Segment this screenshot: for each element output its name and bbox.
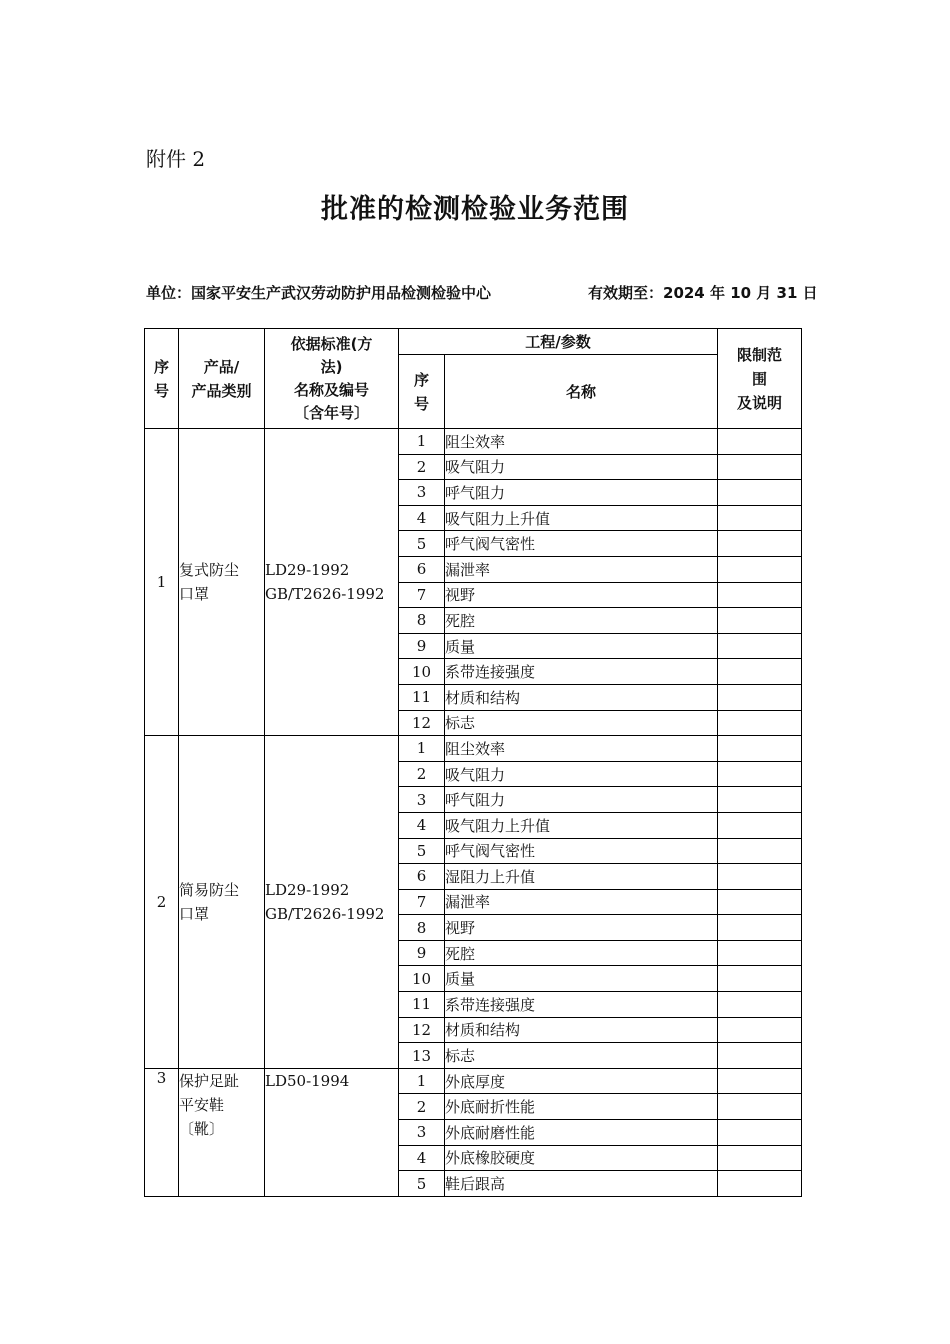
limit-cell bbox=[718, 1043, 802, 1069]
limit-cell bbox=[718, 838, 802, 864]
param-name: 系带连接强度 bbox=[445, 992, 718, 1018]
param-name: 系带连接强度 bbox=[445, 659, 718, 685]
group-product: 简易防尘 口罩 bbox=[179, 736, 265, 1069]
limit-cell bbox=[718, 787, 802, 813]
param-seq: 1 bbox=[399, 1068, 445, 1094]
table-row bbox=[145, 429, 802, 455]
param-seq: 2 bbox=[399, 1094, 445, 1120]
param-name: 吸气阻力 bbox=[445, 454, 718, 480]
param-name: 漏泄率 bbox=[445, 889, 718, 915]
validity-line: 有效期至：2024 年 10 月 31 日 bbox=[588, 284, 818, 302]
limit-cell bbox=[718, 556, 802, 582]
limit-cell bbox=[718, 1017, 802, 1043]
param-name: 呼气阀气密性 bbox=[445, 838, 718, 864]
param-seq: 5 bbox=[399, 1171, 445, 1197]
param-name: 鞋后跟高 bbox=[445, 1171, 718, 1197]
limit-cell bbox=[718, 505, 802, 531]
param-seq: 6 bbox=[399, 864, 445, 890]
param-name: 材质和结构 bbox=[445, 1017, 718, 1043]
param-name: 呼气阀气密性 bbox=[445, 531, 718, 557]
limit-cell bbox=[718, 915, 802, 941]
param-seq: 7 bbox=[399, 889, 445, 915]
group-standard: LD29-1992 GB/T2626-1992 bbox=[265, 736, 399, 1069]
limit-cell bbox=[718, 633, 802, 659]
param-name: 视野 bbox=[445, 915, 718, 941]
param-seq: 8 bbox=[399, 915, 445, 941]
limit-cell bbox=[718, 889, 802, 915]
group-standard: LD50-1994 bbox=[265, 1068, 399, 1196]
param-seq: 2 bbox=[399, 761, 445, 787]
param-name: 呼气阻力 bbox=[445, 787, 718, 813]
param-name: 死腔 bbox=[445, 608, 718, 634]
param-seq: 7 bbox=[399, 582, 445, 608]
limit-cell bbox=[718, 659, 802, 685]
param-name: 漏泄率 bbox=[445, 556, 718, 582]
param-name: 质量 bbox=[445, 966, 718, 992]
param-name: 标志 bbox=[445, 710, 718, 736]
limit-cell bbox=[718, 966, 802, 992]
param-name: 吸气阻力 bbox=[445, 761, 718, 787]
param-seq: 5 bbox=[399, 531, 445, 557]
limit-cell bbox=[718, 1068, 802, 1094]
param-seq: 9 bbox=[399, 940, 445, 966]
unit-line: 单位：国家平安生产武汉劳动防护用品检测检验中心 bbox=[146, 284, 492, 302]
param-seq: 13 bbox=[399, 1043, 445, 1069]
limit-cell bbox=[718, 1145, 802, 1171]
limit-cell bbox=[718, 684, 802, 710]
limit-cell bbox=[718, 608, 802, 634]
param-name: 外底耐折性能 bbox=[445, 1094, 718, 1120]
param-seq: 6 bbox=[399, 556, 445, 582]
header-limit: 限制范 围 及说明 bbox=[718, 329, 802, 429]
header-product: 产品/ 产品类别 bbox=[179, 329, 265, 429]
param-seq: 1 bbox=[399, 429, 445, 455]
group-seq: 1 bbox=[145, 429, 179, 736]
param-seq: 9 bbox=[399, 633, 445, 659]
param-name: 视野 bbox=[445, 582, 718, 608]
limit-cell bbox=[718, 812, 802, 838]
param-seq: 5 bbox=[399, 838, 445, 864]
group-product: 复式防尘 口罩 bbox=[179, 429, 265, 736]
limit-cell bbox=[718, 454, 802, 480]
limit-cell bbox=[718, 736, 802, 762]
limit-cell bbox=[718, 940, 802, 966]
limit-cell bbox=[718, 710, 802, 736]
header-param-seq: 序 号 bbox=[399, 355, 445, 429]
limit-cell bbox=[718, 992, 802, 1018]
limit-cell bbox=[718, 582, 802, 608]
param-name: 吸气阻力上升值 bbox=[445, 505, 718, 531]
header-seq: 序 号 bbox=[145, 329, 179, 429]
table-row bbox=[145, 1068, 802, 1094]
param-name: 质量 bbox=[445, 633, 718, 659]
param-seq: 3 bbox=[399, 480, 445, 506]
param-seq: 4 bbox=[399, 505, 445, 531]
scope-table bbox=[144, 328, 802, 1197]
header-param-name: 名称 bbox=[445, 355, 718, 429]
param-name: 呼气阻力 bbox=[445, 480, 718, 506]
group-seq: 3 bbox=[145, 1068, 179, 1196]
param-name: 材质和结构 bbox=[445, 684, 718, 710]
header-standard: 依据标准(方 法) 名称及编号 〔含年号〕 bbox=[265, 329, 399, 429]
param-name: 外底橡胶硬度 bbox=[445, 1145, 718, 1171]
param-seq: 10 bbox=[399, 966, 445, 992]
param-name: 阻尘效率 bbox=[445, 736, 718, 762]
limit-cell bbox=[718, 1094, 802, 1120]
limit-cell bbox=[718, 480, 802, 506]
group-seq: 2 bbox=[145, 736, 179, 1069]
document-title: 批准的检测检验业务范围 bbox=[321, 194, 629, 225]
group-product: 保护足趾 平安鞋 〔靴〕 bbox=[179, 1068, 265, 1196]
param-seq: 4 bbox=[399, 812, 445, 838]
table-body bbox=[145, 429, 802, 1197]
param-seq: 1 bbox=[399, 736, 445, 762]
param-name: 外底耐磨性能 bbox=[445, 1120, 718, 1146]
limit-cell bbox=[718, 761, 802, 787]
limit-cell bbox=[718, 531, 802, 557]
param-seq: 12 bbox=[399, 710, 445, 736]
param-name: 阻尘效率 bbox=[445, 429, 718, 455]
param-seq: 12 bbox=[399, 1017, 445, 1043]
param-seq: 4 bbox=[399, 1145, 445, 1171]
group-standard: LD29-1992 GB/T2626-1992 bbox=[265, 429, 399, 736]
param-seq: 2 bbox=[399, 454, 445, 480]
param-name: 湿阻力上升值 bbox=[445, 864, 718, 890]
attachment-label: 附件 2 bbox=[146, 147, 206, 171]
limit-cell bbox=[718, 1120, 802, 1146]
table-header bbox=[145, 329, 802, 429]
limit-cell bbox=[718, 864, 802, 890]
table-row bbox=[145, 736, 802, 762]
param-seq: 3 bbox=[399, 1120, 445, 1146]
limit-cell bbox=[718, 429, 802, 455]
param-seq: 11 bbox=[399, 684, 445, 710]
header-param-group: 工程/参数 bbox=[399, 329, 718, 355]
param-seq: 10 bbox=[399, 659, 445, 685]
param-name: 外底厚度 bbox=[445, 1068, 718, 1094]
param-name: 标志 bbox=[445, 1043, 718, 1069]
param-seq: 8 bbox=[399, 608, 445, 634]
param-name: 死腔 bbox=[445, 940, 718, 966]
limit-cell bbox=[718, 1171, 802, 1197]
param-seq: 11 bbox=[399, 992, 445, 1018]
param-seq: 3 bbox=[399, 787, 445, 813]
param-name: 吸气阻力上升值 bbox=[445, 812, 718, 838]
